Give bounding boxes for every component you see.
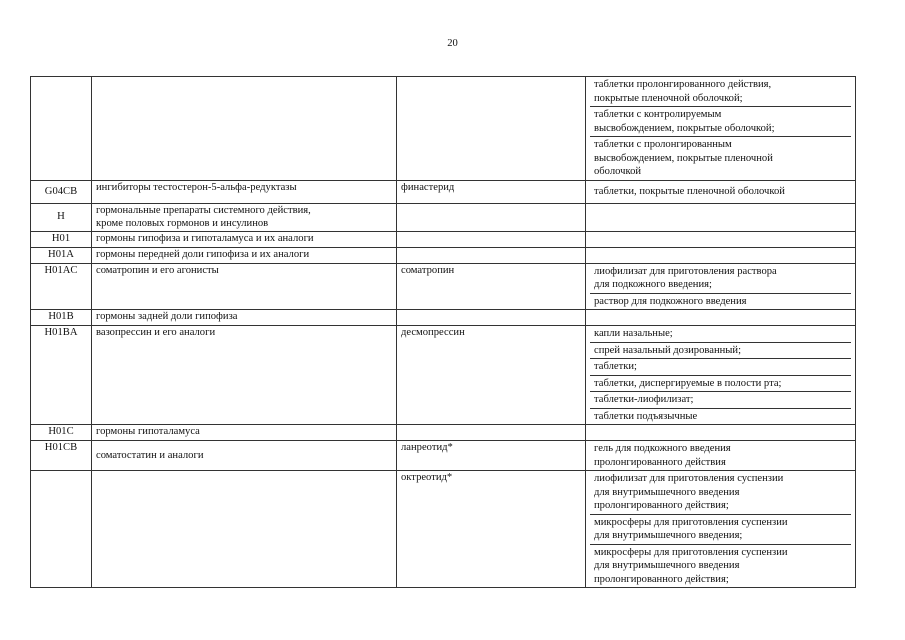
- dosage-form: таблетки с пролонгированным высвобождением, покрытые пленочной оболочкой: [590, 136, 851, 180]
- drug-name: [397, 247, 586, 263]
- atc-code: H01C: [31, 425, 92, 441]
- drug-name: [397, 425, 586, 441]
- drug-name: соматропин: [397, 263, 586, 310]
- dosage-form: [590, 232, 851, 234]
- atc-code: [31, 471, 92, 588]
- dosage-form: гель для подкожного введения пролонгированного действия: [594, 443, 731, 468]
- table-row: [31, 263, 856, 310]
- dosage-form: таблетки пролонгированного действия, покрытые пленочной оболочкой;: [594, 79, 772, 104]
- pharmacological-group: гормоны гипофиза и гипоталамуса и их аналоги: [92, 231, 397, 247]
- dosage-forms: [586, 471, 856, 588]
- table-row: [31, 326, 856, 425]
- dosage-form: раствор для подкожного введения: [590, 293, 851, 310]
- dosage-forms: [586, 203, 856, 231]
- pharmacological-group: [92, 471, 397, 588]
- table-row: [31, 180, 856, 203]
- dosage-forms: [586, 326, 856, 425]
- atc-code: G04CB: [31, 180, 92, 203]
- dosage-form: таблетки подъязычные: [590, 408, 851, 425]
- drug-name: октреотид*: [397, 471, 586, 588]
- dosage-form: таблетки, покрытые пленочной оболочкой: [594, 185, 785, 197]
- atc-code: H01B: [31, 310, 92, 326]
- pharmacological-group: ингибиторы тестостерон-5-альфа-редуктазы: [92, 180, 397, 203]
- table-row: [31, 310, 856, 326]
- table-row: [31, 425, 856, 441]
- dosage-form: таблетки-лиофилизат;: [590, 391, 851, 408]
- pharmacological-group: гормоны задней доли гипофиза: [92, 310, 397, 326]
- dosage-forms: [586, 77, 856, 181]
- drug-name: десмопрессин: [397, 326, 586, 425]
- atc-code: H01A: [31, 247, 92, 263]
- dosage-forms: [586, 231, 856, 247]
- dosage-forms: [586, 441, 856, 471]
- dosage-form: лиофилизат для приготовления раствора для подкожного введения;: [594, 265, 777, 290]
- table-row: [31, 247, 856, 263]
- dosage-form: микросферы для приготовления суспензии для внутримышечного введения;: [590, 514, 851, 544]
- pharmacological-group: гормоны передней доли гипофиза и их аналоги: [92, 247, 397, 263]
- dosage-forms: [586, 263, 856, 310]
- dosage-form: микросферы для приготовления суспензии для внутримышечного введения пролонгированного действия;: [590, 544, 851, 588]
- dosage-form: лиофилизат для приготовления суспензии для внутримышечного введения пролонгированного действия;: [594, 473, 784, 511]
- dosage-forms: [586, 310, 856, 326]
- pharmacological-group: гормональные препараты системного действия, кроме половых гормонов и инсулинов: [92, 203, 397, 231]
- pharmacological-group: соматропин и его агонисты: [92, 263, 397, 310]
- dosage-form: капли назальные;: [594, 328, 673, 339]
- drug-name: [397, 77, 586, 181]
- page-number: 20: [447, 38, 458, 49]
- table-row: [31, 77, 856, 181]
- atc-code: H01CB: [31, 441, 92, 471]
- pharmacological-group: гормоны гипоталамуса: [92, 425, 397, 441]
- dosage-form: таблетки с контролируемым высвобождением, покрытые оболочкой;: [590, 106, 851, 136]
- table-row: [31, 203, 856, 231]
- atc-code: H: [31, 203, 92, 231]
- table-row: [31, 441, 856, 471]
- atc-code: H01: [31, 231, 92, 247]
- dosage-form: таблетки, диспергируемые в полости рта;: [590, 375, 851, 392]
- dosage-forms: [586, 180, 856, 203]
- medicine-table: [30, 76, 856, 588]
- drug-name: [397, 203, 586, 231]
- table-row: [31, 471, 856, 588]
- atc-code: [31, 77, 92, 181]
- pharmacological-group: вазопрессин и его аналоги: [92, 326, 397, 425]
- table-row: [31, 231, 856, 247]
- dosage-form: спрей назальный дозированный;: [590, 342, 851, 359]
- dosage-form: [590, 248, 851, 250]
- dosage-form: таблетки;: [590, 358, 851, 375]
- drug-name: финастерид: [397, 180, 586, 203]
- dosage-form: [590, 425, 851, 427]
- drug-name: ланреотид*: [397, 441, 586, 471]
- dosage-form: [590, 204, 851, 206]
- pharmacological-group: [92, 77, 397, 181]
- atc-code: H01AC: [31, 263, 92, 310]
- dosage-forms: [586, 247, 856, 263]
- dosage-forms: [586, 425, 856, 441]
- drug-name: [397, 231, 586, 247]
- drug-name: [397, 310, 586, 326]
- dosage-form: [590, 310, 851, 312]
- atc-code: H01BA: [31, 326, 92, 425]
- pharmacological-group: соматостатин и аналоги: [92, 441, 397, 471]
